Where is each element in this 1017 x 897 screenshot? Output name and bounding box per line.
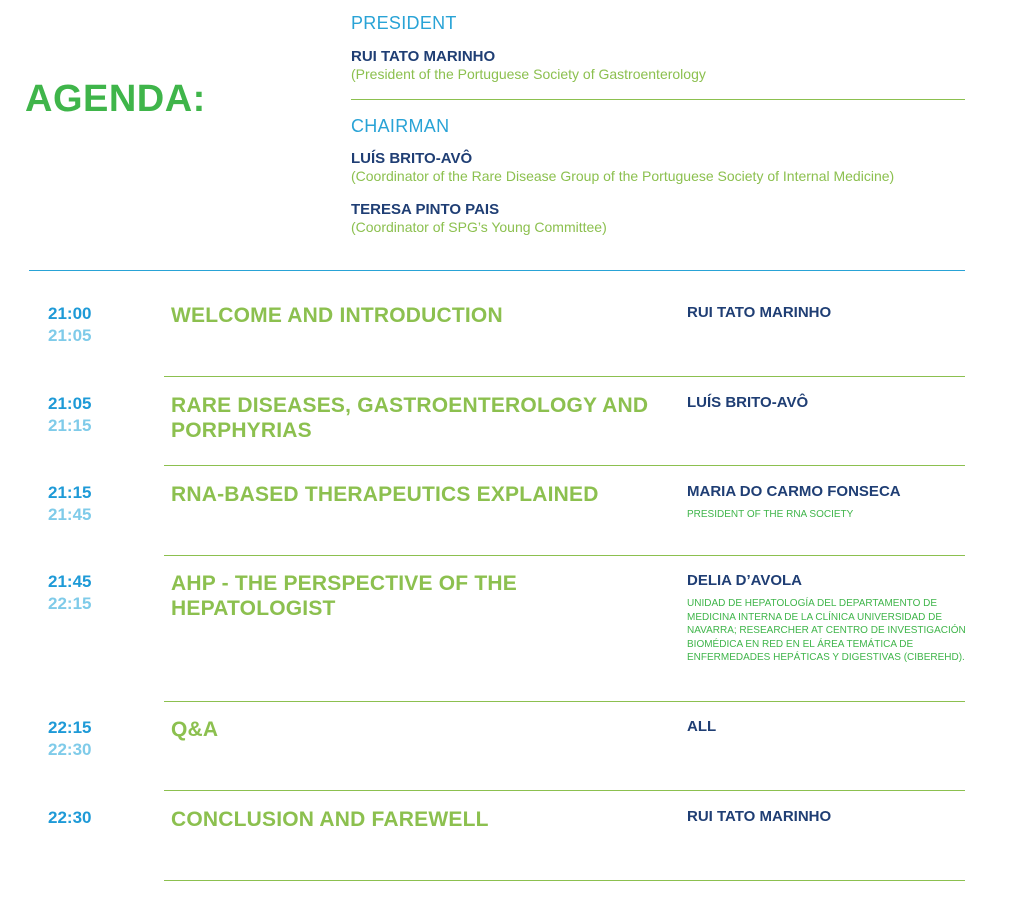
session-start-time: 21:15 (48, 483, 92, 502)
session-topic: RARE DISEASES, GASTROENTEROLOGY AND PORPHYRIAS (171, 394, 649, 442)
session-times (48, 393, 158, 437)
session-times (48, 482, 158, 526)
president-name: RUI TATO MARINHO (351, 48, 496, 65)
chairman-name: LUÍS BRITO-AVÔ (351, 150, 473, 167)
session-speaker (687, 482, 967, 522)
session-start-time: 22:30 (48, 808, 92, 827)
speaker-name: ALL (687, 718, 717, 735)
session-divider (164, 790, 965, 791)
session-topic: WELCOME AND INTRODUCTION (171, 304, 503, 327)
session-end-time: 21:15 (48, 416, 92, 435)
president-label: PRESIDENT (351, 13, 457, 33)
session-speaker (687, 303, 967, 323)
session-speaker (687, 807, 967, 827)
session-times (48, 303, 158, 347)
speaker-role: UNIDAD DE HEPATOLOGÍA DEL DEPARTAMENTO DE MEDICINA INTERNA DE LA CLÍNICA UNIVERSIDAD DE NAVARRA; RESEARCHER AT CENTRO DE INVESTIGACIÓN BIOMÉDICA EN RED EN EL ÁREA TEMÁTICA DE ENFERMEDADES HEPÁTICAS Y DIGESTIVAS (CIBEREHD). (687, 598, 966, 663)
session-topic: CONCLUSION AND FAREWELL (171, 808, 489, 831)
speaker-name: DELIA D’AVOLA (687, 572, 802, 589)
session-start-time: 21:00 (48, 304, 92, 323)
session-end-time: 22:30 (48, 740, 92, 759)
speaker-name: MARIA DO CARMO FONSECA (687, 483, 901, 500)
president-entry (351, 48, 706, 82)
speaker-name: RUI TATO MARINHO (687, 808, 832, 825)
chairman-role: (Coordinator of the Rare Disease Group of the Portuguese Society of Internal Medicine) (351, 168, 895, 184)
chairman-entry (351, 201, 607, 235)
chairman-entry (351, 150, 894, 184)
speaker-role: PRESIDENT OF THE RNA SOCIETY (687, 509, 854, 520)
session-start-time: 22:15 (48, 718, 92, 737)
session-times (48, 807, 158, 829)
chairman-name: TERESA PINTO PAIS (351, 201, 500, 218)
session-divider (164, 555, 965, 556)
session-speaker (687, 717, 967, 737)
session-divider (164, 376, 965, 377)
session-topic: AHP - THE PERSPECTIVE OF THE HEPATOLOGIST (171, 572, 517, 620)
session-divider (164, 880, 965, 881)
session-speaker (687, 571, 967, 665)
agenda-top-divider (29, 270, 965, 271)
agenda-title: AGENDA: (25, 78, 206, 120)
session-divider (164, 701, 965, 702)
session-speaker (687, 393, 967, 413)
chairman-label: CHAIRMAN (351, 116, 450, 136)
session-times (48, 717, 158, 761)
session-end-time: 21:45 (48, 505, 92, 524)
session-times (48, 571, 158, 615)
session-divider (164, 465, 965, 466)
president-role: (President of the Portuguese Society of Gastroenterology (351, 66, 706, 82)
chairman-role: (Coordinator of SPG’s Young Committee) (351, 219, 607, 235)
session-topic: Q&A (171, 718, 219, 741)
session-topic: RNA-BASED THERAPEUTICS EXPLAINED (171, 483, 599, 506)
session-start-time: 21:45 (48, 572, 92, 591)
session-end-time: 22:15 (48, 594, 92, 613)
speaker-name: RUI TATO MARINHO (687, 304, 832, 321)
header-divider (351, 99, 965, 100)
session-start-time: 21:05 (48, 394, 92, 413)
speaker-name: LUÍS BRITO-AVÔ (687, 394, 809, 411)
session-end-time: 21:05 (48, 326, 92, 345)
